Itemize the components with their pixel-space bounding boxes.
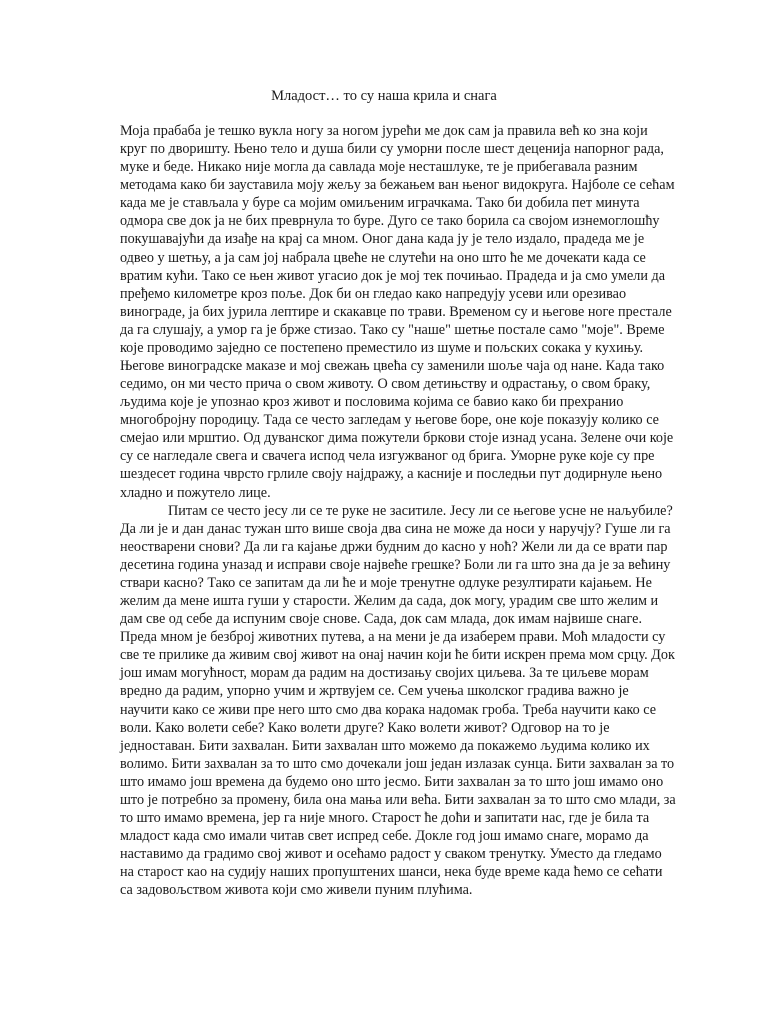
document-body [120,122,676,899]
paragraph-1: Моја прабаба је тешко вукла ногу за ногом јурећи ме док сам ја правила већ ко зна који круг по дворишту. Њено тело и душа били су уморни после шест деценија напорног рада, муке и беде. Никако није могла да савлада моје несташлуке, те је прибегавала разним методама како би зауставила моју жељу за бежањем ван њеног видокруга. Најболе се сећам када ме је стављала у буре са мојим омиљеним играчкама. Тако би добила пет минута одмора све док ја не бих преврнула то буре. Дуго се тако борила са својом изнемоглошћу покушавајући да изађе на крај са мном. Оног дана када ју је тело издало, прадеда ме је одвео у шетњу, а ја сам јој набрала цвеће не слутећи на оно што ће ме дочекати када се вратим кући. Тако се њен живот угасио док је мој тек почињао. Прадеда и ја смо умели да пређемо километре кроз поље. Док би он гледао како напредују усеви или орезивао винограде, ја бих јурила лептире и скакавце по трави. Временом су и његове ноге престале да га слушају, а умор га је брже стизао. Тако су "наше" шетње постале само "моје". Време које проводимо заједно се постепено преместило из шуме и пољских сокака у кухињу. Његове виноградске маказе и мој свежањ цвећа су заменили шоље чаја од нане. Када тако седимо, он ми често прича о свом животу. О свом детињству и одрастању, о свом браку, људима које је упознао кроз живот и пословима којима се бавио како би прехранио многобројну породицу. Тада се често загледам у његове боре, оне које показују колико се смејао или мрштио. Од дуванског дима пожутели бркови стоје изнад усана. Зелене очи које су се нагледале свега и свачега испод чела изгужваног од брига. Уморне руке које су пре шездесет година чврсто грлиле своју најдражу, а касније и последњи пут додирнуле њено хладно и пожутело лице. [120,123,675,501]
paragraph-2: Питам се често јесу ли се те руке не заситиле. Јесу ли се његове усне не наљубиле? Да ли је и дан данас тужан што више своја два сина не може да носи у наручју? Гуше ли га неостварени снови? Да ли га кајање држи будним до касно у ноћ? Жели ли да се врати пар десетина година уназад и исправи своје највеће грешке? Боли ли га што зна да је за већину ствари касно? Тако се запитам да ли ће и моје тренутне одлуке резултирати кајањем. Не желим да мене ишта гуши у старости. Желим да сада, док могу, урадим све што желим и дам све од себе да испуним своје снове. Сада, док сам млада, док имам највише снаге. Преда мном је безброј животних путева, а на мени је да изаберем прави. Моћ младости су све те прилике да живим свој живот на онај начин који ће бити искрен према мом срцу. Док још имам могућност, морам да радим на достизању својих циљева. За те циљеве морам вредно да радим, упорно учим и жртвујем се. Сем учења школског градива важно је научити како се живи пре него што смо два корака надомак гроба. Треба научити како се воли. Како волети себе? Како волети друге? Како волети живот? Одговор на то је једноставан. Бити захвалан. Бити захвалан што можемо да покажемо људима колико их волимо. Бити захвалан за то што смо дочекали још један излазак сунца. Бити захвалан за то што имамо још времена да будемо оно што јесмо. Бити захвалан за то што још имамо оно што је потребно за промену, била она мања или већа. Бити захвалан за то што смо млади, за то што имамо времена, јер га није много. Старост ће доћи и запитати нас, где је била та младост када смо имали читав свет испред себе. Докле год још имамо снаге, морамо да наставимо да градимо свој живот и осећамо радост у сваком тренутку. Уместо да гледамо на старост као на судију наших пропуштених шанси, нека буде време када ћемо се сећати са задовољством живота који смо живели пуним плућима. [120,502,676,899]
document-title: Младост… то су наша крила и снага [271,88,497,104]
